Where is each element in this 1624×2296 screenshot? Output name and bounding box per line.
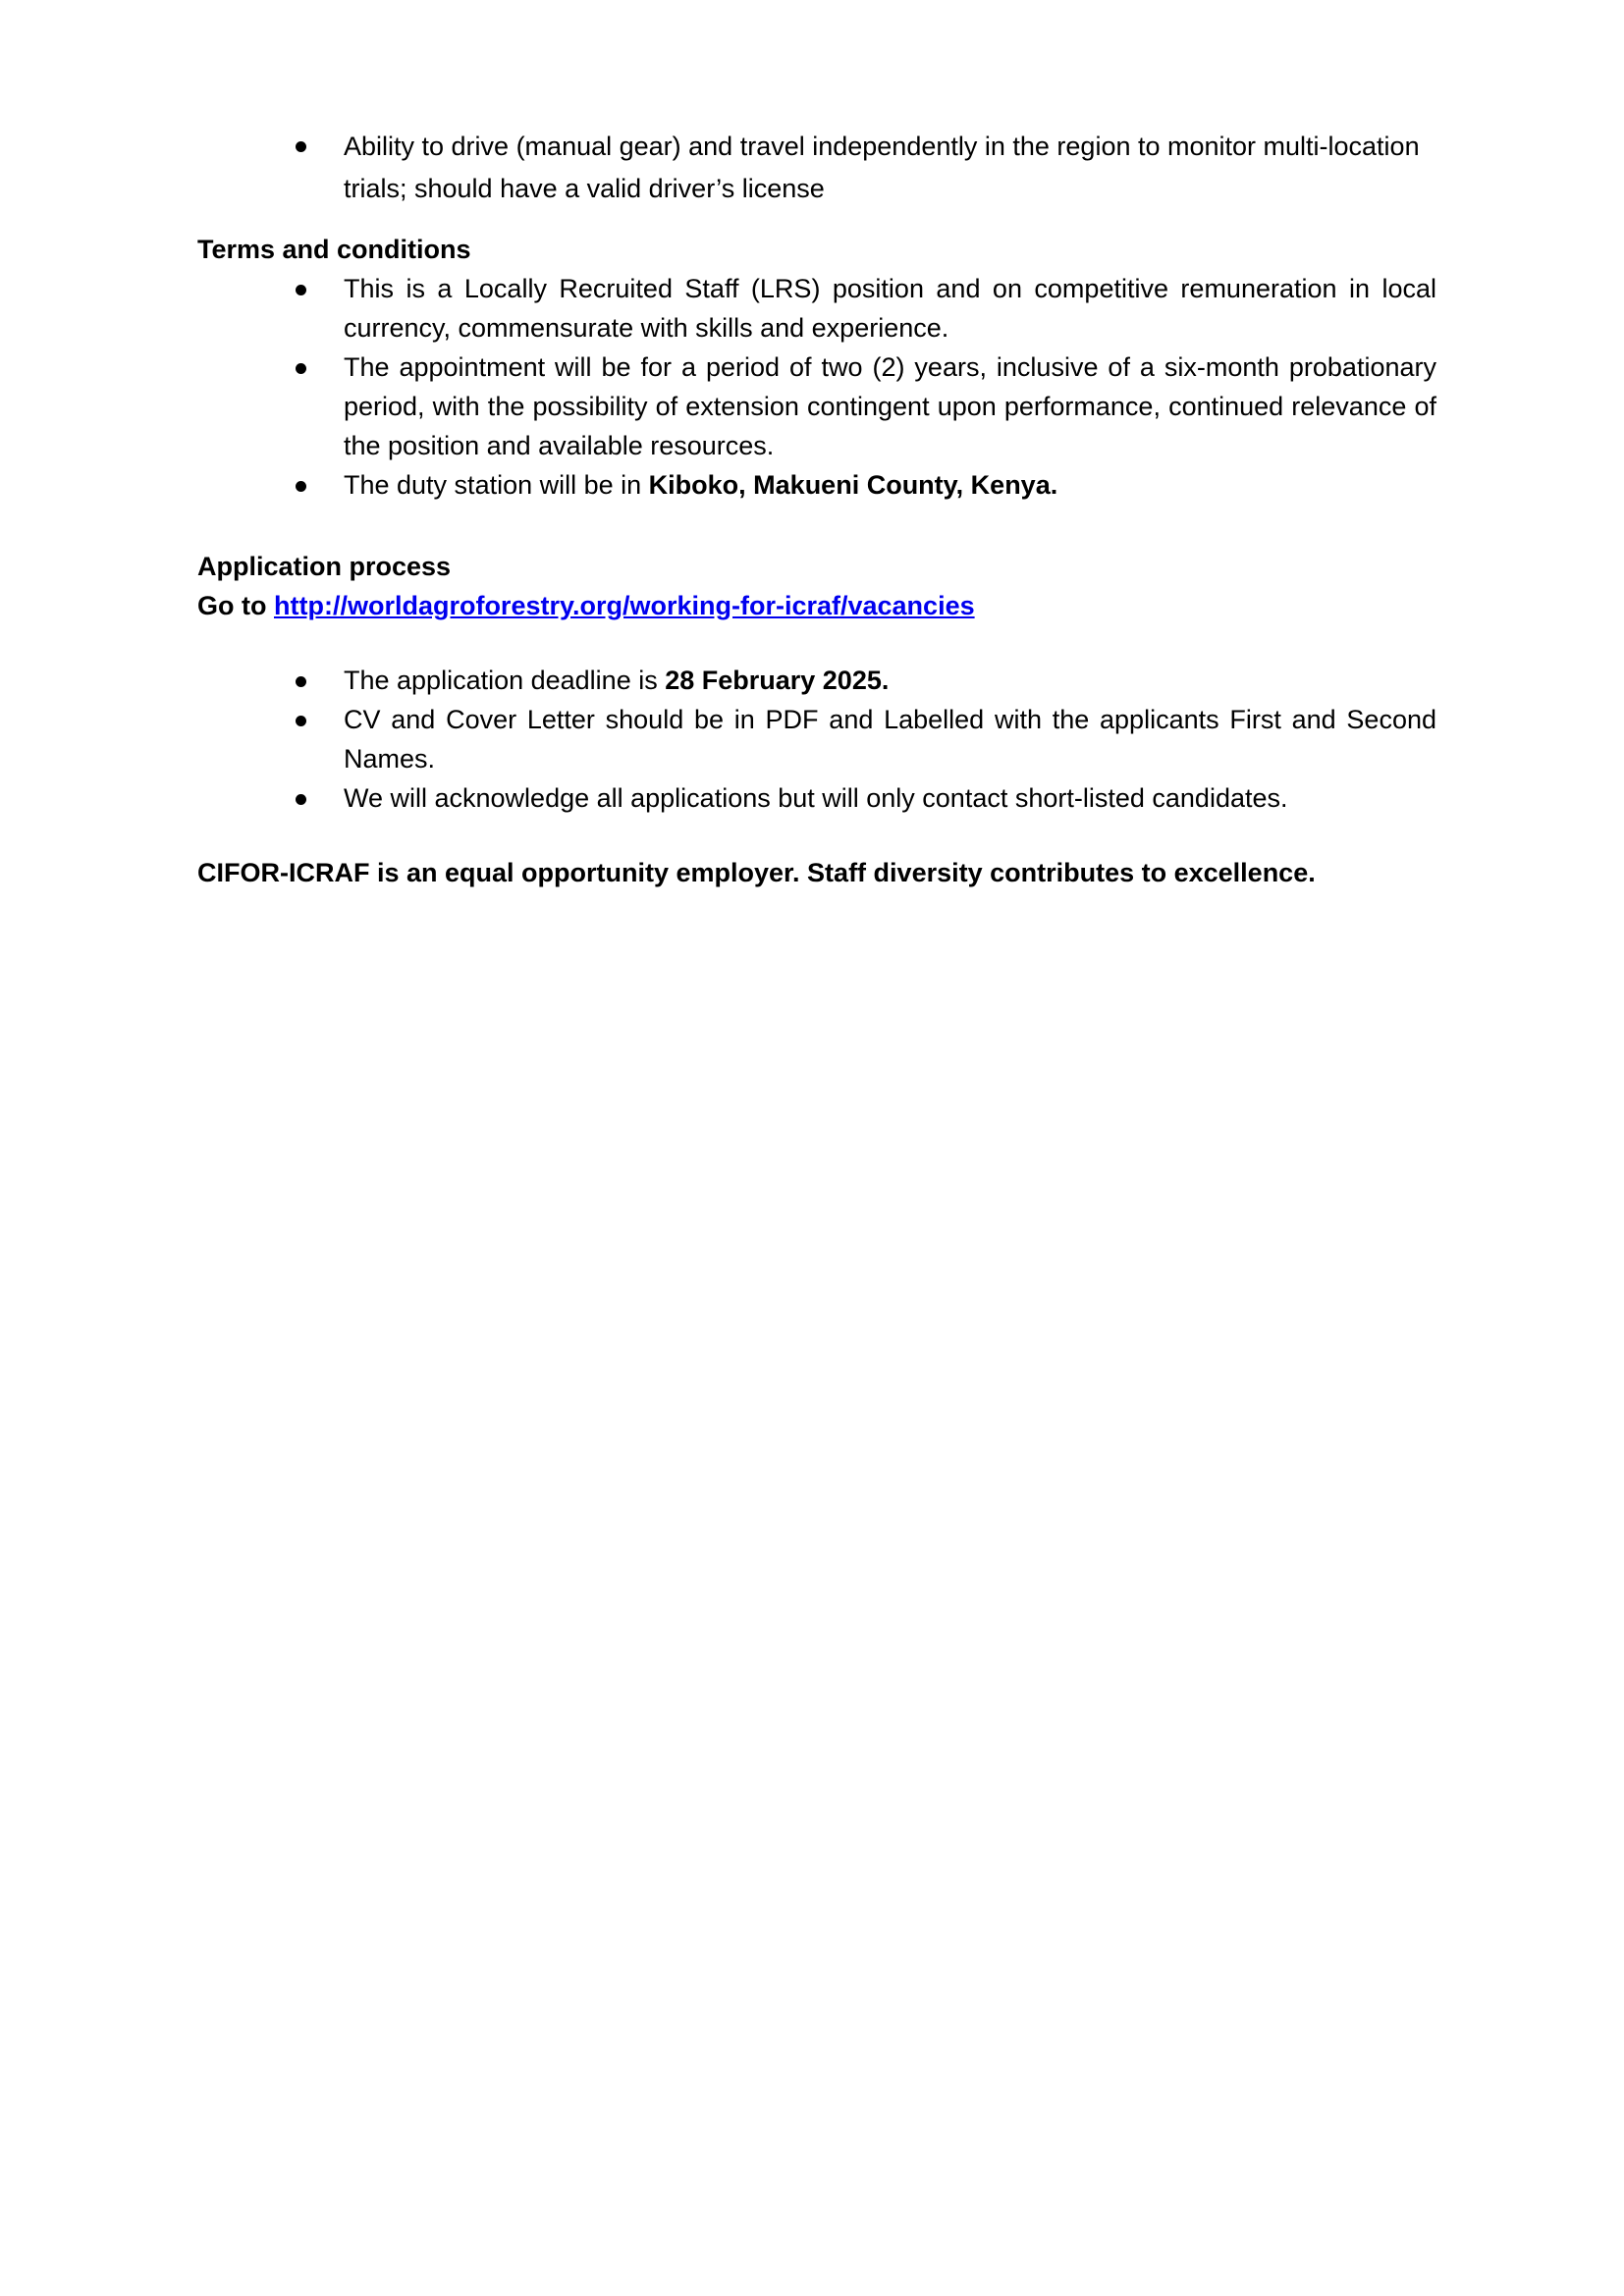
list-item <box>344 661 1436 700</box>
terms-list <box>197 269 1436 505</box>
goto-line <box>197 586 1436 625</box>
list-item <box>344 126 1436 210</box>
terms-item-appointment: The appointment will be for a period of two (2) years, inclusive of a six-month probationary period, with the possibility of extension contingent upon performance, continued relevance of the position and available resources. <box>344 352 1436 460</box>
terms-item-lrs: This is a Locally Recruited Staff (LRS) position and on competitive remuneration in local currency, commensurate with skills and experience. <box>344 274 1436 343</box>
application-item-acknowledge: We will acknowledge all applications but will only contact short-listed candidates. <box>344 783 1288 813</box>
vacancies-link[interactable]: http://worldagroforestry.org/working-for-icraf/vacancies <box>273 591 975 620</box>
document-content <box>197 126 1436 892</box>
list-item <box>344 778 1436 818</box>
deadline-prefix: The application deadline is <box>344 666 666 695</box>
list-item <box>344 269 1436 347</box>
terms-heading: Terms and conditions <box>197 235 471 264</box>
list-item <box>344 347 1436 465</box>
duty-station-location: Kiboko, Makueni County, Kenya. <box>648 470 1058 500</box>
application-item-cv: CV and Cover Letter should be in PDF and Labelled with the applicants First and Second Names. <box>344 705 1436 774</box>
requirement-driving: Ability to drive (manual gear) and travel independently in the region to monitor multi-location trials; should have a valid driver’s license <box>344 132 1420 203</box>
equal-opportunity-statement: CIFOR-ICRAF is an equal opportunity employer. Staff diversity contributes to excellence. <box>197 858 1316 887</box>
terms-item-duty-station-prefix: The duty station will be in <box>344 470 649 500</box>
deadline-date: 28 February 2025. <box>665 666 890 695</box>
list-item <box>344 465 1436 505</box>
application-list <box>197 661 1436 818</box>
list-item <box>344 700 1436 778</box>
goto-prefix: Go to <box>197 591 274 620</box>
requirements-list <box>197 126 1436 210</box>
application-heading: Application process <box>197 552 452 581</box>
